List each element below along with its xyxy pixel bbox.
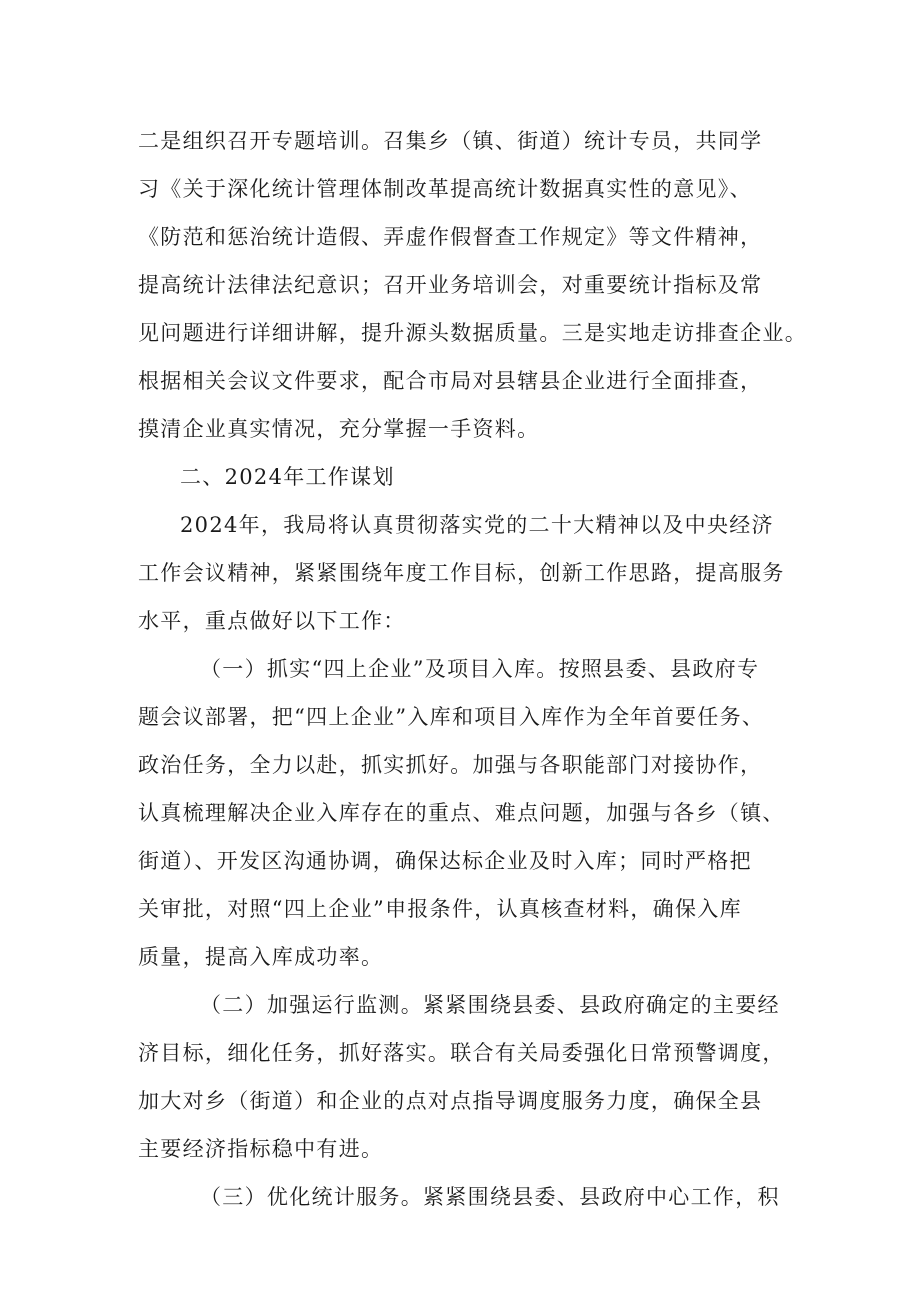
body-text-line: 主要经济指标稳中有进。 [138, 1137, 384, 1161]
subsection-heading: （三）优化统计服务。紧紧围绕县委、县政府中心工作，积 [200, 1185, 780, 1209]
body-text-line: 质量，提高入库成功率。 [138, 945, 384, 969]
body-text-line: 习《关于深化统计管理体制改革提高统计数据真实性的意见》、 [138, 177, 752, 201]
body-text-line: 认真梳理解决企业入库存在的重点、难点问题，加强与各乡（镇、 [138, 801, 785, 825]
body-text-line: 提高统计法律法纪意识；召开业务培训会，对重要统计指标及常 [138, 273, 763, 297]
body-text-line: 根据相关会议文件要求，配合市局对县辖县企业进行全面排查， [138, 369, 763, 393]
subsection-heading: （一）抓实“四上企业”及项目入库。按照县委、县政府专 [200, 657, 760, 681]
body-text-line: 水平，重点做好以下工作： [138, 609, 406, 633]
body-text-line: 《防范和惩治统计造假、弄虚作假督查工作规定》等文件精神， [138, 225, 763, 249]
body-text-line: 摸清企业真实情况，充分掌握一手资料。 [138, 417, 540, 441]
body-text-line: 2024年，我局将认真贯彻落实党的二十大精神以及中央经济 [180, 513, 774, 537]
body-text-line: 见问题进行详细讲解，提升源头数据质量。三是实地走访排查企业。 [138, 321, 807, 345]
body-text-line: 关审批，对照“四上企业”申报条件，认真核查材料，确保入库 [138, 897, 742, 921]
subsection-heading: （二）加强运行监测。紧紧围绕县委、县政府确定的主要经 [200, 993, 780, 1017]
body-text-line: 政治任务，全力以赴，抓实抓好。加强与各职能部门对接协作， [138, 753, 763, 777]
body-text-line: 街道）、开发区沟通协调，确保达标企业及时入库；同时严格把 [138, 849, 752, 873]
body-text-line: 加大对乡（街道）和企业的点对点指导调度服务力度，确保全县 [138, 1089, 763, 1113]
body-text-line: 工作会议精神，紧紧围绕年度工作目标，创新工作思路，提高服务 [138, 561, 785, 585]
body-text-line: 济目标，细化任务，抓好落实。联合有关局委强化日常预警调度， [138, 1041, 785, 1065]
body-text-line: 题会议部署，把“四上企业”入库和项目入库作为全年首要任务、 [138, 705, 765, 729]
body-text-line: 二是组织召开专题培训。召集乡（镇、街道）统计专员，共同学 [138, 129, 763, 153]
section-heading: 二、2024年工作谋划 [180, 465, 395, 489]
